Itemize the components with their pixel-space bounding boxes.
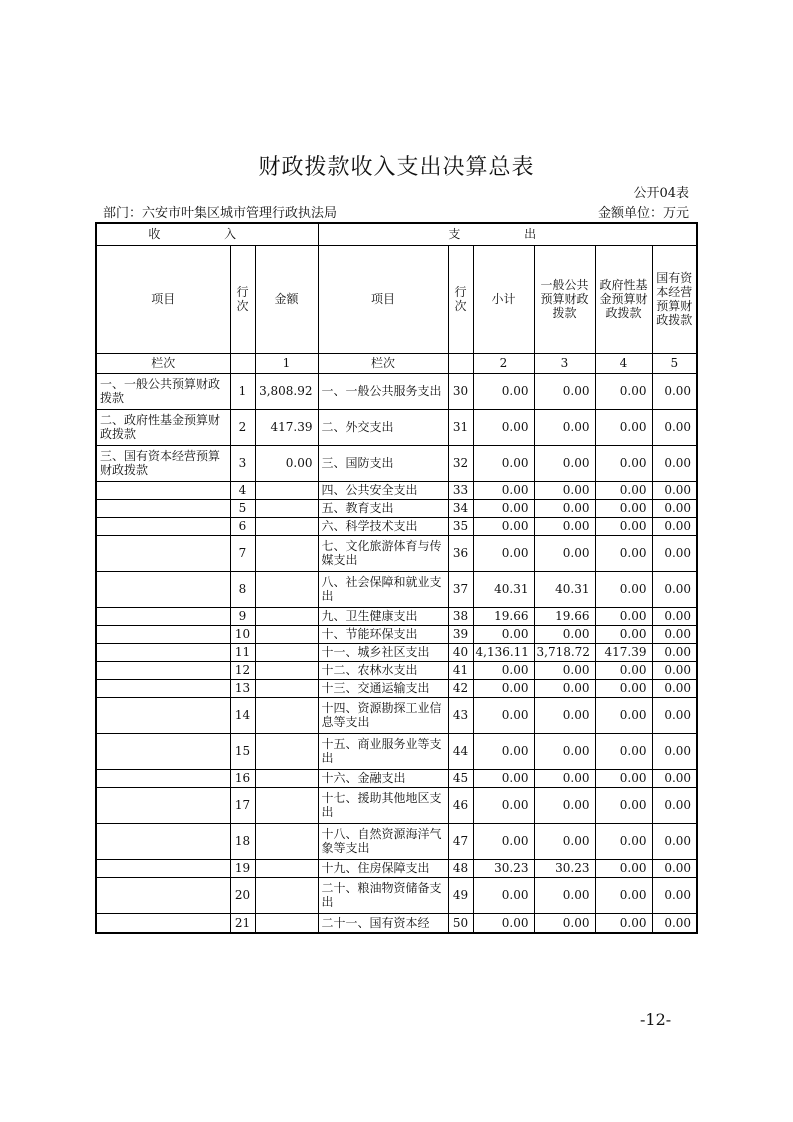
- table-row: [96, 499, 697, 517]
- col-index-blank: [230, 353, 255, 373]
- expense-item-cell: 六、科学技术支出: [318, 517, 448, 535]
- col-index-4: 4: [595, 353, 652, 373]
- general-budget-cell: 0.00: [534, 679, 595, 697]
- gov-fund-cell: 0.00: [595, 661, 652, 679]
- income-item-cell: 三、国有资本经营预算财政拨款: [96, 445, 230, 481]
- income-amount-cell: [255, 679, 318, 697]
- table-row: [96, 535, 697, 571]
- general-budget-cell: 0.00: [534, 409, 595, 445]
- income-line-cell: 15: [230, 733, 255, 769]
- table-row: [96, 877, 697, 913]
- general-budget-cell: 0.00: [534, 877, 595, 913]
- expense-item-cell: 十八、自然资源海洋气象等支出: [318, 823, 448, 859]
- expense-item-cell: 十四、资源勘探工业信息等支出: [318, 697, 448, 733]
- income-line-cell: 2: [230, 409, 255, 445]
- income-amount-cell: [255, 697, 318, 733]
- table-row: [96, 517, 697, 535]
- subtotal-cell: 0.00: [473, 481, 534, 499]
- table-row: [96, 409, 697, 445]
- income-amount-cell: [255, 517, 318, 535]
- col-index-label: 栏次: [96, 353, 230, 373]
- subtotal-cell: 4,136.11: [473, 643, 534, 661]
- state-capital-cell: 0.00: [652, 535, 697, 571]
- income-amount-cell: [255, 733, 318, 769]
- subtotal-cell: 19.66: [473, 607, 534, 625]
- income-item-cell: [96, 859, 230, 877]
- table-row: [96, 481, 697, 499]
- expense-item-cell: 三、国防支出: [318, 445, 448, 481]
- state-capital-header: 国有资本经营预算财政拨款: [652, 245, 697, 353]
- expense-line-cell: 46: [448, 787, 473, 823]
- expense-item-cell: 一、一般公共服务支出: [318, 373, 448, 409]
- income-amount-cell: [255, 535, 318, 571]
- table-row: [96, 787, 697, 823]
- general-budget-cell: 0.00: [534, 481, 595, 499]
- expense-item-cell: 十九、住房保障支出: [318, 859, 448, 877]
- income-line-cell: 18: [230, 823, 255, 859]
- income-amount-header: 金额: [255, 245, 318, 353]
- expense-line-cell: 31: [448, 409, 473, 445]
- table-row: [96, 913, 697, 933]
- income-item-cell: [96, 823, 230, 859]
- gov-fund-cell: 0.00: [595, 859, 652, 877]
- gov-fund-cell: 0.00: [595, 445, 652, 481]
- income-amount-cell: [255, 877, 318, 913]
- subtotal-cell: 0.00: [473, 625, 534, 643]
- expense-item-cell: 八、社会保障和就业支出: [318, 571, 448, 607]
- expense-item-cell: 二、外交支出: [318, 409, 448, 445]
- expense-item-cell: 九、卫生健康支出: [318, 607, 448, 625]
- subtotal-cell: 40.31: [473, 571, 534, 607]
- table-row: [96, 661, 697, 679]
- table-row: [96, 697, 697, 733]
- gov-fund-cell: 0.00: [595, 409, 652, 445]
- expense-line-cell: 41: [448, 661, 473, 679]
- subtotal-cell: 0.00: [473, 823, 534, 859]
- income-amount-cell: [255, 787, 318, 823]
- unit-label: 金额单位：万元: [597, 206, 689, 221]
- income-amount-cell: 417.39: [255, 409, 318, 445]
- income-item-cell: [96, 535, 230, 571]
- income-line-cell: 11: [230, 643, 255, 661]
- report-title: 财政拨款收入支出决算总表: [258, 155, 535, 180]
- general-budget-cell: 0.00: [534, 733, 595, 769]
- income-item-cell: [96, 625, 230, 643]
- income-amount-cell: [255, 571, 318, 607]
- expense-item-cell: 五、教育支出: [318, 499, 448, 517]
- income-line-cell: 17: [230, 787, 255, 823]
- income-item-cell: [96, 661, 230, 679]
- col-index-2: 2: [473, 353, 534, 373]
- gov-fund-cell: 0.00: [595, 625, 652, 643]
- general-budget-cell: 0.00: [534, 373, 595, 409]
- income-item-cell: [96, 481, 230, 499]
- gov-fund-cell: 0.00: [595, 877, 652, 913]
- income-item-cell: [96, 697, 230, 733]
- expense-line-cell: 45: [448, 769, 473, 787]
- subtotal-cell: 0.00: [473, 733, 534, 769]
- expense-item-cell: 十六、金融支出: [318, 769, 448, 787]
- general-budget-cell: 0.00: [534, 517, 595, 535]
- expense-line-cell: 34: [448, 499, 473, 517]
- subtotal-cell: 0.00: [473, 445, 534, 481]
- state-capital-cell: 0.00: [652, 499, 697, 517]
- income-item-cell: 一、一般公共预算财政拨款: [96, 373, 230, 409]
- expense-item-cell: 二十、粮油物资储备支出: [318, 877, 448, 913]
- expense-line-cell: 48: [448, 859, 473, 877]
- income-line-cell: 12: [230, 661, 255, 679]
- gov-fund-cell: 0.00: [595, 697, 652, 733]
- gov-fund-cell: 0.00: [595, 481, 652, 499]
- gov-fund-cell: 0.00: [595, 571, 652, 607]
- expense-section-header: 支 出: [318, 223, 697, 245]
- expense-item-cell: 十、节能环保支出: [318, 625, 448, 643]
- subtotal-cell: 0.00: [473, 373, 534, 409]
- state-capital-cell: 0.00: [652, 571, 697, 607]
- subtotal-cell: 0.00: [473, 499, 534, 517]
- expense-line-cell: 50: [448, 913, 473, 933]
- income-item-cell: [96, 499, 230, 517]
- income-amount-cell: [255, 769, 318, 787]
- state-capital-cell: 0.00: [652, 661, 697, 679]
- expense-line-cell: 40: [448, 643, 473, 661]
- expense-item-cell: 十一、城乡社区支出: [318, 643, 448, 661]
- department-label: 部门：六安市叶集区城市管理行政执法局: [103, 206, 338, 221]
- income-item-cell: [96, 769, 230, 787]
- general-budget-header: 一般公共预算财政拨款: [534, 245, 595, 353]
- general-budget-cell: 3,718.72: [534, 643, 595, 661]
- gov-fund-cell: 0.00: [595, 769, 652, 787]
- subtotal-cell: 0.00: [473, 769, 534, 787]
- gov-fund-cell: 0.00: [595, 499, 652, 517]
- state-capital-cell: 0.00: [652, 733, 697, 769]
- subtotal-cell: 0.00: [473, 409, 534, 445]
- income-line-cell: 5: [230, 499, 255, 517]
- expense-line-cell: 37: [448, 571, 473, 607]
- income-line-cell: 8: [230, 571, 255, 607]
- income-line-cell: 20: [230, 877, 255, 913]
- expense-line-cell: 42: [448, 679, 473, 697]
- income-item-cell: [96, 913, 230, 933]
- column-index-row: [96, 353, 697, 373]
- income-item-cell: [96, 517, 230, 535]
- general-budget-cell: 0.00: [534, 823, 595, 859]
- general-budget-cell: 0.00: [534, 625, 595, 643]
- gov-fund-cell: 0.00: [595, 823, 652, 859]
- expense-item-cell: 十七、援助其他地区支出: [318, 787, 448, 823]
- general-budget-cell: 30.23: [534, 859, 595, 877]
- income-line-cell: 1: [230, 373, 255, 409]
- gov-fund-cell: 0.00: [595, 607, 652, 625]
- gov-fund-cell: 0.00: [595, 373, 652, 409]
- general-budget-cell: 0.00: [534, 499, 595, 517]
- expense-item-cell: 二十一、国有资本经: [318, 913, 448, 933]
- income-line-cell: 19: [230, 859, 255, 877]
- subtotal-header: 小计: [473, 245, 534, 353]
- income-line-cell: 10: [230, 625, 255, 643]
- income-item-header: 项目: [96, 245, 230, 353]
- general-budget-cell: 40.31: [534, 571, 595, 607]
- expense-row-header: 行次: [448, 245, 473, 353]
- gov-fund-cell: 417.39: [595, 643, 652, 661]
- general-budget-cell: 0.00: [534, 445, 595, 481]
- expense-line-cell: 39: [448, 625, 473, 643]
- form-number: 公开04表: [633, 186, 689, 201]
- income-section-header: 收 入: [96, 223, 318, 245]
- page-number: -12-: [640, 1010, 672, 1029]
- income-item-cell: [96, 571, 230, 607]
- subtotal-cell: 0.00: [473, 697, 534, 733]
- gov-fund-cell: 0.00: [595, 535, 652, 571]
- col-index-blank: [448, 353, 473, 373]
- gov-fund-header: 政府性基金预算财政拨款: [595, 245, 652, 353]
- income-amount-cell: 0.00: [255, 445, 318, 481]
- state-capital-cell: 0.00: [652, 409, 697, 445]
- expense-item-cell: 十二、农林水支出: [318, 661, 448, 679]
- expense-line-cell: 33: [448, 481, 473, 499]
- subtotal-cell: 0.00: [473, 661, 534, 679]
- general-budget-cell: 0.00: [534, 697, 595, 733]
- general-budget-cell: 0.00: [534, 769, 595, 787]
- income-line-cell: 14: [230, 697, 255, 733]
- col-index-expense-label: 栏次: [318, 353, 448, 373]
- income-item-cell: [96, 607, 230, 625]
- income-item-cell: [96, 643, 230, 661]
- income-line-cell: 21: [230, 913, 255, 933]
- expense-item-cell: 十三、交通运输支出: [318, 679, 448, 697]
- income-item-cell: [96, 733, 230, 769]
- income-line-cell: 16: [230, 769, 255, 787]
- state-capital-cell: 0.00: [652, 679, 697, 697]
- income-line-cell: 9: [230, 607, 255, 625]
- state-capital-cell: 0.00: [652, 859, 697, 877]
- state-capital-cell: 0.00: [652, 517, 697, 535]
- fiscal-summary-table: [95, 222, 698, 934]
- state-capital-cell: 0.00: [652, 769, 697, 787]
- state-capital-cell: 0.00: [652, 445, 697, 481]
- state-capital-cell: 0.00: [652, 697, 697, 733]
- income-amount-cell: [255, 499, 318, 517]
- expense-line-cell: 35: [448, 517, 473, 535]
- income-line-cell: 4: [230, 481, 255, 499]
- subtotal-cell: 0.00: [473, 679, 534, 697]
- general-budget-cell: 0.00: [534, 661, 595, 679]
- gov-fund-cell: 0.00: [595, 787, 652, 823]
- subtotal-cell: 0.00: [473, 535, 534, 571]
- subtotal-cell: 0.00: [473, 913, 534, 933]
- expense-line-cell: 43: [448, 697, 473, 733]
- expense-item-cell: 十五、商业服务业等支出: [318, 733, 448, 769]
- table-row: [96, 445, 697, 481]
- col-index-3: 3: [534, 353, 595, 373]
- state-capital-cell: 0.00: [652, 877, 697, 913]
- table-row: [96, 373, 697, 409]
- subtotal-cell: 30.23: [473, 859, 534, 877]
- income-line-cell: 6: [230, 517, 255, 535]
- expense-line-cell: 49: [448, 877, 473, 913]
- state-capital-cell: 0.00: [652, 913, 697, 933]
- state-capital-cell: 0.00: [652, 373, 697, 409]
- state-capital-cell: 0.00: [652, 823, 697, 859]
- col-index-1: 1: [255, 353, 318, 373]
- gov-fund-cell: 0.00: [595, 517, 652, 535]
- income-line-cell: 13: [230, 679, 255, 697]
- income-item-cell: 二、政府性基金预算财政拨款: [96, 409, 230, 445]
- general-budget-cell: 19.66: [534, 607, 595, 625]
- gov-fund-cell: 0.00: [595, 679, 652, 697]
- income-item-cell: [96, 877, 230, 913]
- table-row: [96, 571, 697, 607]
- expense-line-cell: 32: [448, 445, 473, 481]
- income-amount-cell: [255, 859, 318, 877]
- general-budget-cell: 0.00: [534, 535, 595, 571]
- general-budget-cell: 0.00: [534, 787, 595, 823]
- expense-line-cell: 38: [448, 607, 473, 625]
- expense-line-cell: 44: [448, 733, 473, 769]
- section-header-row: [96, 223, 697, 245]
- subtotal-cell: 0.00: [473, 517, 534, 535]
- income-amount-cell: [255, 823, 318, 859]
- expense-item-cell: 四、公共安全支出: [318, 481, 448, 499]
- income-amount-cell: [255, 481, 318, 499]
- income-amount-cell: [255, 913, 318, 933]
- expense-line-cell: 30: [448, 373, 473, 409]
- subtotal-cell: 0.00: [473, 787, 534, 823]
- state-capital-cell: 0.00: [652, 481, 697, 499]
- income-amount-cell: [255, 607, 318, 625]
- expense-item-cell: 七、文化旅游体育与传媒支出: [318, 535, 448, 571]
- table-row: [96, 733, 697, 769]
- income-amount-cell: [255, 661, 318, 679]
- gov-fund-cell: 0.00: [595, 913, 652, 933]
- income-amount-cell: 3,808.92: [255, 373, 318, 409]
- income-amount-cell: [255, 625, 318, 643]
- table-row: [96, 625, 697, 643]
- table-row: [96, 823, 697, 859]
- income-item-cell: [96, 679, 230, 697]
- table-row: [96, 643, 697, 661]
- expense-line-cell: 36: [448, 535, 473, 571]
- income-row-header: 行次: [230, 245, 255, 353]
- state-capital-cell: 0.00: [652, 607, 697, 625]
- table-row: [96, 607, 697, 625]
- income-item-cell: [96, 787, 230, 823]
- table-row: [96, 859, 697, 877]
- subtotal-cell: 0.00: [473, 877, 534, 913]
- gov-fund-cell: 0.00: [595, 733, 652, 769]
- table-row: [96, 679, 697, 697]
- expense-item-header: 项目: [318, 245, 448, 353]
- table-row: [96, 769, 697, 787]
- income-line-cell: 7: [230, 535, 255, 571]
- income-amount-cell: [255, 643, 318, 661]
- income-line-cell: 3: [230, 445, 255, 481]
- general-budget-cell: 0.00: [534, 913, 595, 933]
- expense-line-cell: 47: [448, 823, 473, 859]
- state-capital-cell: 0.00: [652, 625, 697, 643]
- column-header-row: [96, 245, 697, 353]
- state-capital-cell: 0.00: [652, 787, 697, 823]
- state-capital-cell: 0.00: [652, 643, 697, 661]
- col-index-5: 5: [652, 353, 697, 373]
